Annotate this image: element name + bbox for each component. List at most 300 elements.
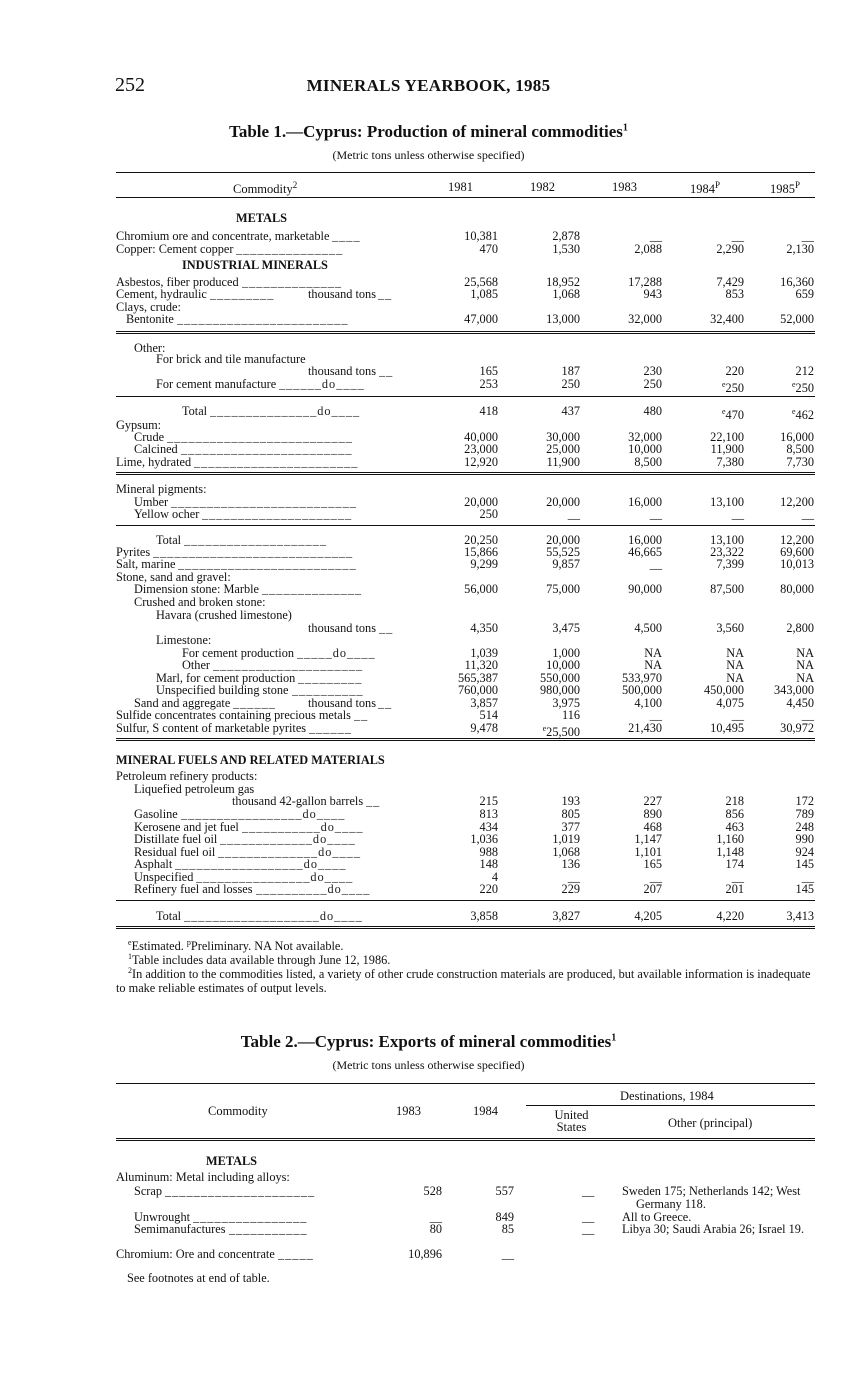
page-number: 252 bbox=[115, 74, 145, 96]
table1-cell: 450,000 bbox=[704, 683, 744, 697]
table1-cell: 990 bbox=[795, 832, 814, 846]
table1-row-label: Stone, sand and gravel: bbox=[116, 570, 231, 584]
table1-cell: 7,399 bbox=[716, 557, 744, 571]
table2-header-destinations: Destinations, 1984 bbox=[620, 1089, 714, 1103]
table1-row-leader: ____ bbox=[332, 230, 361, 243]
table1-cell: __ bbox=[567, 507, 580, 521]
cell-value: 462 bbox=[795, 408, 814, 423]
table1-cell: __ bbox=[649, 557, 662, 571]
table1-row-label: METALS bbox=[236, 211, 288, 225]
table2-cell: __ bbox=[582, 1210, 595, 1224]
table1-row-leader: _______________ bbox=[236, 243, 344, 256]
table1-cell: 75,000 bbox=[546, 582, 580, 596]
table2-header-1984: 1984 bbox=[473, 1104, 498, 1118]
table1-section-rule bbox=[116, 738, 815, 741]
header-1985-sup: P bbox=[795, 180, 801, 190]
table1-cell: 2,088 bbox=[634, 242, 662, 256]
table2-row-leader: _____________________ bbox=[165, 1185, 316, 1198]
table1-bottom-rule bbox=[116, 926, 815, 929]
table1-header-1982: 1982 bbox=[530, 180, 555, 194]
table1-row-label: Other bbox=[182, 658, 210, 672]
table1-row-leader: _____________________ bbox=[202, 508, 353, 521]
table1-cell: NA bbox=[644, 658, 662, 672]
header-1985-text: 1985 bbox=[770, 182, 795, 197]
header-commodity-sup: 2 bbox=[292, 180, 298, 190]
table2-cell: 557 bbox=[495, 1184, 514, 1198]
table1-cell: 3,475 bbox=[552, 621, 580, 635]
table1-total-rule bbox=[116, 525, 815, 526]
table1-row-label: Sand and aggregate bbox=[134, 696, 231, 710]
table1-cell: 16,000 bbox=[628, 533, 662, 547]
table1-cell: 11,900 bbox=[546, 455, 580, 469]
table1-cell: 148 bbox=[479, 857, 498, 871]
table1-cell: 32,400 bbox=[710, 312, 744, 326]
table1-cell: 9,857 bbox=[552, 557, 580, 571]
table1-cell: 12,200 bbox=[780, 495, 814, 509]
table1-cell: 514 bbox=[479, 708, 498, 722]
table2-destinations-rule bbox=[526, 1105, 815, 1106]
table1-cell: 4,450 bbox=[786, 696, 814, 710]
table1-cell: 1,000 bbox=[552, 646, 580, 660]
table1-cell: 47,000 bbox=[464, 312, 498, 326]
table1-row-label: For cement production bbox=[182, 646, 295, 660]
table1-cell: 25,568 bbox=[464, 275, 498, 289]
table1-cell: 1,068 bbox=[552, 287, 580, 301]
table1-cell: 32,000 bbox=[628, 312, 662, 326]
table1-cell: 565,387 bbox=[458, 671, 498, 685]
table1-cell: 52,000 bbox=[780, 312, 814, 326]
table1-cell: 20,000 bbox=[546, 533, 580, 547]
table1-row-leader: ______do____ bbox=[279, 378, 365, 391]
table1-total-rule bbox=[116, 396, 815, 397]
table1-row-leader: __________do____ bbox=[256, 883, 371, 896]
table1-row-leader: __ bbox=[354, 709, 369, 722]
table1-row bbox=[116, 456, 815, 469]
table1-cell: 172 bbox=[795, 794, 814, 808]
table1-cell: 8,500 bbox=[786, 442, 814, 456]
table1-cell: 924 bbox=[795, 845, 814, 859]
table1-row-label: Kerosene and jet fuel bbox=[134, 820, 239, 834]
table1-row-label: Asphalt bbox=[134, 857, 173, 871]
table1-cell: 10,381 bbox=[464, 229, 498, 243]
table1-row-label: thousand 42-gallon barrels bbox=[232, 794, 364, 808]
table1-row-label: Asbestos, fiber produced bbox=[116, 275, 239, 289]
table2-cell: 849 bbox=[495, 1210, 514, 1224]
estimated-marker: e bbox=[542, 724, 547, 733]
footnote-text: Table includes data available through June 12, 1986. bbox=[132, 953, 391, 968]
table1-cell: 23,322 bbox=[710, 545, 744, 559]
table1-cell: 980,000 bbox=[540, 683, 580, 697]
table1-cell: 3,413 bbox=[786, 909, 814, 923]
table1-cell: __ bbox=[731, 229, 744, 243]
table1-cell: 1,148 bbox=[716, 845, 744, 859]
table1-cell: 165 bbox=[643, 857, 662, 871]
footnote-text: In addition to the commodities listed, a variety of other crude construction materials are produced, but available information is inadequate to make reliable estimates of output levels. bbox=[116, 967, 811, 996]
table1-row-label: Unspecified building stone bbox=[156, 683, 289, 697]
table1-cell: 4,205 bbox=[634, 909, 662, 923]
table1-cell: 470 bbox=[479, 242, 498, 256]
table1-cell: 90,000 bbox=[628, 582, 662, 596]
table1-cell: 17,288 bbox=[628, 275, 662, 289]
table1-row-label: Havara (crushed limestone) bbox=[156, 608, 292, 622]
table1-row bbox=[116, 721, 815, 740]
table1-row-leader: _____________________ bbox=[213, 659, 364, 672]
table1-cell: 10,013 bbox=[780, 557, 814, 571]
table1-cell: __ bbox=[649, 870, 662, 884]
table1-cell: 23,000 bbox=[464, 442, 498, 456]
table1-row bbox=[116, 508, 815, 521]
table1-row-label: thousand tons bbox=[308, 621, 376, 635]
table1-cell: 46,665 bbox=[628, 545, 662, 559]
table1-cell: 7,730 bbox=[786, 455, 814, 469]
table1-cell: 11,900 bbox=[710, 442, 744, 456]
table1-cell: 145 bbox=[795, 882, 814, 896]
table2-cell: 85 bbox=[501, 1222, 514, 1236]
table1-footnote bbox=[116, 964, 815, 995]
table1-section-rule bbox=[116, 331, 815, 334]
table1-cell: __ bbox=[801, 708, 814, 722]
table1-row-label: Sulfide concentrates containing precious metals bbox=[116, 708, 351, 722]
table1-row bbox=[116, 404, 815, 423]
table2-row-label: Chromium: Ore and concentrate bbox=[116, 1247, 275, 1261]
table1-cell: 40,000 bbox=[464, 430, 498, 444]
table2-top-rule bbox=[116, 1083, 815, 1084]
table1-cell: 25,000 bbox=[546, 442, 580, 456]
table1-row-label: For cement manufacture bbox=[156, 377, 277, 391]
table1-section-heading bbox=[116, 259, 815, 272]
table1-row-leader: _______________________ bbox=[194, 456, 359, 469]
table1-row-label: Calcined bbox=[134, 442, 178, 456]
table1-cell: 9,478 bbox=[470, 721, 498, 735]
table1-row-leader: ___________do____ bbox=[242, 821, 364, 834]
table1-cell bbox=[500, 722, 580, 739]
table1-cell: 174 bbox=[725, 857, 744, 871]
footnote-text: Preliminary. NA Not available. bbox=[190, 939, 344, 954]
table1-total-rule bbox=[116, 900, 815, 901]
table1-row-leader: ___________________do____ bbox=[184, 910, 363, 923]
table2-title bbox=[0, 1032, 857, 1052]
table1-cell: 4,350 bbox=[470, 621, 498, 635]
table1-row-label: For brick and tile manufacture bbox=[156, 352, 306, 366]
table1-cell: 8,500 bbox=[634, 455, 662, 469]
table1-cell: __ bbox=[801, 229, 814, 243]
table1-row-label: Sulfur, S content of marketable pyrites bbox=[116, 721, 307, 735]
table1-cell: __ bbox=[801, 870, 814, 884]
table1-cell: 2,130 bbox=[786, 242, 814, 256]
table1-cell: 16,360 bbox=[780, 275, 814, 289]
table1-cell: 145 bbox=[795, 857, 814, 871]
table1-cell: 30,972 bbox=[780, 721, 814, 735]
table1-row-leader: _________ bbox=[298, 672, 363, 685]
footnote-marker: p bbox=[186, 938, 191, 947]
table1-row-leader: __________________________ bbox=[171, 496, 357, 509]
table1-section-heading bbox=[116, 754, 815, 767]
table1-row-label: Total bbox=[156, 909, 182, 923]
table1-cell: 760,000 bbox=[458, 683, 498, 697]
table2-row-label: Scrap bbox=[134, 1184, 162, 1198]
table1-title-text: Table 1.—Cyprus: Production of mineral commodities bbox=[229, 122, 623, 141]
table2-note: See footnotes at end of table. bbox=[127, 1271, 270, 1285]
table1-row-leader: ________________________ bbox=[181, 443, 353, 456]
table1-row-leader: _________________________ bbox=[178, 558, 357, 571]
table1-row-label: Gypsum: bbox=[116, 418, 162, 432]
table1-cell: 2,878 bbox=[552, 229, 580, 243]
table1-row-label: Dimension stone: Marble bbox=[134, 582, 259, 596]
table1-cell: 1,160 bbox=[716, 832, 744, 846]
cell-value: 470 bbox=[725, 408, 744, 423]
table1-cell: 87,500 bbox=[710, 582, 744, 596]
estimated-marker: e bbox=[791, 380, 796, 389]
table2-row-leader: ___________ bbox=[229, 1223, 308, 1236]
table2-header-commodity: Commodity bbox=[208, 1104, 268, 1118]
table1-row-label: Crushed and broken stone: bbox=[134, 595, 266, 609]
table1-cell: 55,525 bbox=[546, 545, 580, 559]
table1-row-label: Refinery fuel and losses bbox=[134, 882, 253, 896]
table1-row bbox=[116, 858, 815, 871]
table1-cell: NA bbox=[726, 658, 744, 672]
table1-cell: 165 bbox=[479, 364, 498, 378]
footnote-text: Estimated. bbox=[131, 939, 187, 954]
table1-cell: 4 bbox=[491, 870, 498, 884]
table1-cell: __ bbox=[649, 229, 662, 243]
table1-row-leader: _________________do____ bbox=[181, 808, 346, 821]
table1-title bbox=[0, 122, 857, 142]
table1-row-label: Cement, hydraulic bbox=[116, 287, 207, 301]
table1-header-1984 bbox=[690, 180, 720, 197]
table1-cell: 550,000 bbox=[540, 671, 580, 685]
table1-cell: 343,000 bbox=[774, 683, 814, 697]
table1-cell: 21,430 bbox=[628, 721, 662, 735]
table1-row-label: thousand tons bbox=[308, 364, 376, 378]
table1-row-leader: __________________do____ bbox=[175, 858, 347, 871]
table1-cell: 1,019 bbox=[552, 832, 580, 846]
table1-cell: NA bbox=[796, 646, 814, 660]
table1-cell: 480 bbox=[643, 404, 662, 418]
table1-row-unit: thousand tons bbox=[308, 287, 376, 301]
table1-cell: 250 bbox=[643, 377, 662, 391]
cell-value: 250 bbox=[795, 381, 814, 396]
table2-cell: 10,896 bbox=[408, 1247, 442, 1261]
table1-cell: 30,000 bbox=[546, 430, 580, 444]
table1-cell: 13,000 bbox=[546, 312, 580, 326]
table2-row-label: Aluminum: Metal including alloys: bbox=[116, 1170, 290, 1184]
table1-row bbox=[116, 377, 815, 396]
footnote-marker: 1 bbox=[128, 952, 132, 961]
table1-subtitle: (Metric tons unless otherwise specified) bbox=[332, 148, 525, 162]
table1-cell: 4,220 bbox=[716, 909, 744, 923]
table2-header-rule bbox=[116, 1138, 815, 1141]
footnote-marker: e bbox=[128, 938, 132, 947]
table1-cell: 136 bbox=[561, 857, 580, 871]
table1-row-leader: _________ bbox=[210, 288, 275, 301]
table1-cell: 218 bbox=[725, 794, 744, 808]
table1-cell: 12,200 bbox=[780, 533, 814, 547]
table1-cell: 20,250 bbox=[464, 533, 498, 547]
table1-cell: 437 bbox=[561, 404, 580, 418]
table2-cell: __ bbox=[582, 1222, 595, 1236]
table1-row-leader: ______________do____ bbox=[218, 846, 361, 859]
table1-cell: NA bbox=[796, 658, 814, 672]
table1-cell: 4,075 bbox=[716, 696, 744, 710]
table1-cell: 1,068 bbox=[552, 845, 580, 859]
table1-row-leader: _____________do____ bbox=[220, 833, 356, 846]
estimated-marker: e bbox=[791, 407, 796, 416]
table1-cell: 22,100 bbox=[710, 430, 744, 444]
table1-row-label: INDUSTRIAL MINERALS bbox=[182, 258, 328, 272]
table1-row-leader: ____________________________ bbox=[153, 546, 354, 559]
table2-subtitle: (Metric tons unless otherwise specified) bbox=[332, 1058, 525, 1072]
table1-row-label: Distillate fuel oil bbox=[134, 832, 218, 846]
estimated-marker: e bbox=[721, 407, 726, 416]
table1-cell: __ bbox=[649, 507, 662, 521]
table1-cell: 7,429 bbox=[716, 275, 744, 289]
table2-cell: __ bbox=[582, 1184, 595, 1198]
table1-row-label: Salt, marine bbox=[116, 557, 176, 571]
table1-cell: 56,000 bbox=[464, 582, 498, 596]
table1-header-1981: 1981 bbox=[448, 180, 473, 194]
cell-value: 25,500 bbox=[546, 725, 580, 740]
table1-cell: 215 bbox=[479, 794, 498, 808]
table1-cell: 3,857 bbox=[470, 696, 498, 710]
table1-row-leader: _______________do____ bbox=[210, 405, 361, 418]
table1-row bbox=[116, 313, 815, 326]
table1-row-leader: __ bbox=[379, 622, 394, 635]
table1-row-label: Chromium ore and concentrate, marketable bbox=[116, 229, 330, 243]
table1-row-label: Yellow ocher bbox=[134, 507, 200, 521]
table1-row-leader: __________ bbox=[292, 684, 364, 697]
table1-cell: 220 bbox=[479, 882, 498, 896]
table1-cell: 418 bbox=[479, 404, 498, 418]
header-1984-text: 1984 bbox=[690, 182, 715, 197]
table1-cell: 212 bbox=[795, 364, 814, 378]
cell-value: 250 bbox=[725, 381, 744, 396]
table1-cell: 220 bbox=[725, 364, 744, 378]
table1-cell: __ bbox=[731, 870, 744, 884]
table2-cell: __ bbox=[429, 1210, 442, 1224]
table1-row-label: Bentonite bbox=[126, 312, 174, 326]
table1-cell: 250 bbox=[479, 507, 498, 521]
table1-cell: 4,100 bbox=[634, 696, 662, 710]
table1-cell: 193 bbox=[561, 794, 580, 808]
table2-title-text: Table 2.—Cyprus: Exports of mineral commodities bbox=[240, 1032, 612, 1051]
table1-cell: 890 bbox=[643, 807, 662, 821]
table1-row-label: Other: bbox=[134, 341, 166, 355]
table1-cell: 230 bbox=[643, 364, 662, 378]
table1-row-unit-leader: __ bbox=[378, 697, 393, 710]
table1-row bbox=[116, 883, 815, 896]
table1-row-label: Unspecified bbox=[134, 870, 194, 884]
table1-cell: 805 bbox=[561, 807, 580, 821]
table1-cell: 15,866 bbox=[464, 545, 498, 559]
table1-cell: 10,000 bbox=[546, 658, 580, 672]
table1-cell bbox=[734, 378, 814, 395]
table1-cell: 3,827 bbox=[552, 909, 580, 923]
table1-cell: 13,100 bbox=[710, 533, 744, 547]
table1-header-1985 bbox=[770, 180, 800, 197]
table1-top-rule bbox=[116, 172, 815, 173]
table2-row-leader: ________________ bbox=[193, 1211, 308, 1224]
table1-cell: 988 bbox=[479, 845, 498, 859]
table1-header-1983: 1983 bbox=[612, 180, 637, 194]
footnote-marker: 2 bbox=[128, 966, 132, 975]
table1-row-leader: __ bbox=[379, 365, 394, 378]
table1-cell: 80,000 bbox=[780, 582, 814, 596]
table1-row-unit-leader: __ bbox=[378, 288, 393, 301]
table2-header-united-states: United States bbox=[554, 1108, 589, 1134]
header-commodity-text: Commodity bbox=[233, 182, 293, 197]
table1-cell: 813 bbox=[479, 807, 498, 821]
header-1984-sup: P bbox=[715, 180, 721, 190]
table1-row-leader: ________________do____ bbox=[196, 871, 354, 884]
table1-row-leader: ______ bbox=[233, 697, 276, 710]
table1-cell: 533,970 bbox=[622, 671, 662, 685]
table1-row-label: Total bbox=[156, 533, 182, 547]
table1-cell: 4,500 bbox=[634, 621, 662, 635]
table1-cell: 789 bbox=[795, 807, 814, 821]
table1-row-label: Marl, for cement production bbox=[156, 671, 296, 685]
table1-cell: 201 bbox=[725, 882, 744, 896]
table1-cell: NA bbox=[644, 646, 662, 660]
table2-title-sup: 1 bbox=[611, 1032, 617, 1044]
table1-cell: 10,495 bbox=[710, 721, 744, 735]
table2-cell: 80 bbox=[429, 1222, 442, 1236]
table1-cell: 468 bbox=[643, 820, 662, 834]
table1-cell: __ bbox=[801, 507, 814, 521]
table1-cell: 13,100 bbox=[710, 495, 744, 509]
table1-row-label: Copper: Cement copper bbox=[116, 242, 234, 256]
table2-cell: 528 bbox=[423, 1184, 442, 1198]
table1-row bbox=[116, 795, 815, 808]
table1-cell: 7,380 bbox=[716, 455, 744, 469]
table1-cell: 250 bbox=[561, 377, 580, 391]
table1-section-rule bbox=[116, 472, 815, 475]
table1-row-leader: __________________________ bbox=[167, 431, 353, 444]
table1-cell: 187 bbox=[561, 364, 580, 378]
table2-row-leader: _____ bbox=[278, 1248, 314, 1261]
table1-row-leader: ______________ bbox=[262, 583, 363, 596]
table1-cell: 18,952 bbox=[546, 275, 580, 289]
table1-cell: 3,858 bbox=[470, 909, 498, 923]
table1-row-label: Mineral pigments: bbox=[116, 482, 207, 496]
table2-header-other: Other (principal) bbox=[668, 1116, 753, 1130]
table1-cell: 16,000 bbox=[628, 495, 662, 509]
table1-cell: 1,085 bbox=[470, 287, 498, 301]
table1-row bbox=[116, 910, 815, 923]
table1-cell: 1,530 bbox=[552, 242, 580, 256]
table1-cell: 659 bbox=[795, 287, 814, 301]
table1-cell: NA bbox=[796, 671, 814, 685]
table1-row-label: Liquefied petroleum gas bbox=[134, 782, 255, 796]
table1-row-label: Limestone: bbox=[156, 633, 212, 647]
table1-row-leader: ______ bbox=[309, 722, 352, 735]
table1-cell: __ bbox=[731, 507, 744, 521]
running-head: MINERALS YEARBOOK, 1985 bbox=[306, 76, 551, 95]
table1-row-label: Gasoline bbox=[134, 807, 178, 821]
table2-row-label: Semimanufactures bbox=[134, 1222, 226, 1236]
table1-cell: 943 bbox=[643, 287, 662, 301]
table1-cell: 12,920 bbox=[464, 455, 498, 469]
estimated-marker: e bbox=[721, 380, 726, 389]
table2-row-label: Unwrought bbox=[134, 1210, 191, 1224]
table1-cell: NA bbox=[726, 646, 744, 660]
table2-cell: __ bbox=[501, 1247, 514, 1261]
table1-cell: 856 bbox=[725, 807, 744, 821]
table1-cell: 69,600 bbox=[780, 545, 814, 559]
table1-row-leader: ____________________ bbox=[184, 534, 327, 547]
table1-cell: 1,039 bbox=[470, 646, 498, 660]
table1-cell: 853 bbox=[725, 287, 744, 301]
table1-cell: 1,036 bbox=[470, 832, 498, 846]
